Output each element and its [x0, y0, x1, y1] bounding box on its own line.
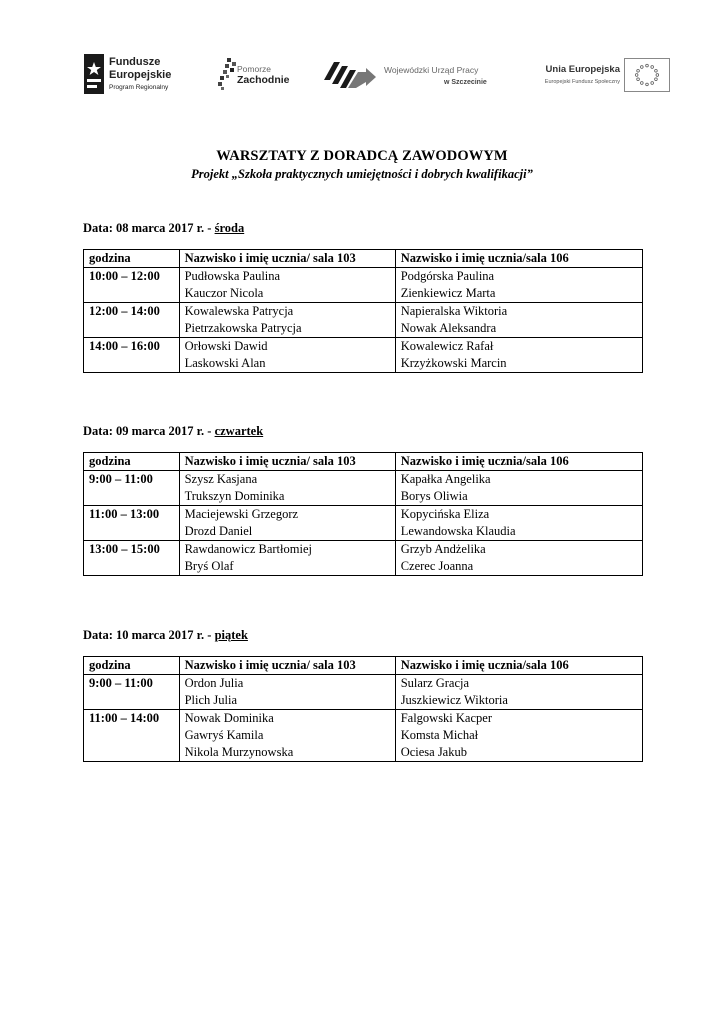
fundusze-europejskie-icon — [84, 54, 104, 94]
date-text: Data: 10 marca 2017 r. - — [83, 628, 215, 642]
schedule-table — [83, 656, 643, 762]
eu-flag-icon — [624, 58, 670, 92]
pomorze-zachodnie-icon — [217, 56, 239, 92]
student-name: Orłowski Dawid — [184, 339, 268, 353]
room-106-cell — [395, 471, 642, 506]
room-106-cell — [395, 506, 642, 541]
time-cell: 9:00 – 11:00 — [84, 471, 180, 506]
table-row — [84, 471, 643, 506]
student-name: Szysz Kasjana — [184, 472, 258, 486]
fundusze-europejskie-logo — [84, 52, 194, 98]
header-room-106: Nazwisko i imię ucznia/sala 106 — [395, 453, 642, 471]
time-cell: 10:00 – 12:00 — [84, 268, 180, 303]
day-section — [83, 219, 643, 373]
time-cell: 9:00 – 11:00 — [84, 675, 180, 710]
student-name: Juszkiewicz Wiktoria — [400, 693, 508, 707]
document-subtitle: Projekt „Szkoła praktycznych umiejętności i dobrych kwalifikacji” — [191, 167, 533, 181]
logo-text: Fundusze — [109, 56, 161, 68]
student-name: Pietrzakowska Patrycja — [184, 321, 302, 335]
student-name: Kowalewska Patrycja — [184, 304, 294, 318]
room-103-cell — [179, 675, 395, 710]
logo-text: Program Regionalny — [109, 84, 169, 91]
student-name: Maciejewski Grzegorz — [184, 507, 299, 521]
date-text: Data: 08 marca 2017 r. - — [83, 221, 215, 235]
logo-text: Pomorze — [237, 64, 272, 74]
student-name: Sularz Gracja — [400, 676, 470, 690]
header-room-103: Nazwisko i imię ucznia/ sala 103 — [179, 453, 395, 471]
student-name: Kowalewicz Rafał — [400, 339, 494, 353]
wup-logo — [322, 52, 502, 98]
room-106-cell — [395, 338, 642, 373]
room-103-cell — [179, 710, 395, 762]
table-row — [84, 338, 643, 373]
logo-text: Zachodnie — [237, 74, 290, 86]
header-room-103: Nazwisko i imię ucznia/ sala 103 — [179, 657, 395, 675]
student-name: Laskowski Alan — [184, 356, 266, 370]
header-time: godzina — [84, 453, 180, 471]
student-name: Kopycińska Eliza — [400, 507, 490, 521]
date-text: Data: 09 marca 2017 r. - — [83, 424, 215, 438]
room-103-cell — [179, 506, 395, 541]
table-row — [84, 710, 643, 762]
student-name: Zienkiewicz Marta — [400, 286, 496, 300]
student-name: Borys Oliwia — [400, 489, 468, 503]
logo-text: Wojewódzki Urząd Pracy — [384, 65, 479, 75]
student-name: Ordon Julia — [184, 676, 244, 690]
weekday: środa — [214, 221, 245, 235]
room-103-cell — [179, 471, 395, 506]
student-name: Falgowski Kacper — [400, 711, 492, 725]
room-103-cell — [179, 303, 395, 338]
table-row — [84, 506, 643, 541]
logo-text: w Szczecinie — [444, 79, 487, 86]
table-row — [84, 541, 643, 576]
header-room-106: Nazwisko i imię ucznia/sala 106 — [395, 657, 642, 675]
room-106-cell — [395, 303, 642, 338]
student-name: Kauczor Nicola — [184, 286, 264, 300]
room-106-cell — [395, 710, 642, 762]
table-header-row — [84, 250, 643, 268]
logo-text: Unia Europejska — [545, 64, 620, 75]
day-heading — [83, 626, 643, 644]
student-name: Nikola Murzynowska — [184, 745, 294, 759]
student-name: Plich Julia — [184, 693, 238, 707]
table-header-row — [84, 657, 643, 675]
student-name: Komsta Michał — [400, 728, 479, 742]
header-time: godzina — [84, 657, 180, 675]
day-heading — [83, 422, 643, 440]
student-name: Ociesa Jakub — [400, 745, 467, 759]
table-row — [84, 268, 643, 303]
document-title: WARSZTATY Z DORADCĄ ZAWODOWYM — [216, 148, 508, 164]
table-header-row — [84, 453, 643, 471]
unia-europejska-logo — [527, 52, 670, 98]
header-room-103: Nazwisko i imię ucznia/ sala 103 — [179, 250, 395, 268]
day-section — [83, 422, 643, 576]
weekday: piątek — [214, 628, 248, 642]
day-heading — [83, 219, 643, 237]
student-name: Napieralska Wiktoria — [400, 304, 508, 318]
time-cell: 11:00 – 14:00 — [84, 710, 180, 762]
header-time: godzina — [84, 250, 180, 268]
header-room-106: Nazwisko i imię ucznia/sala 106 — [395, 250, 642, 268]
room-106-cell — [395, 541, 642, 576]
logo-bar — [84, 52, 670, 98]
student-name: Grzyb Andżelika — [400, 542, 486, 556]
student-name: Gawryś Kamila — [184, 728, 264, 742]
student-name: Rawdanowicz Bartłomiej — [184, 542, 312, 556]
room-103-cell — [179, 541, 395, 576]
schedule-table — [83, 452, 643, 576]
room-103-cell — [179, 268, 395, 303]
weekday: czwartek — [214, 424, 264, 438]
table-row — [84, 675, 643, 710]
student-name: Nowak Aleksandra — [400, 321, 497, 335]
student-name: Bryś Olaf — [184, 559, 234, 573]
time-cell: 11:00 – 13:00 — [84, 506, 180, 541]
student-name: Trukszyn Dominika — [184, 489, 285, 503]
student-name: Drozd Daniel — [184, 524, 253, 538]
schedule-table — [83, 249, 643, 373]
student-name: Pudłowska Paulina — [184, 269, 281, 283]
table-row — [84, 303, 643, 338]
day-section — [83, 626, 643, 762]
student-name: Podgórska Paulina — [400, 269, 495, 283]
room-106-cell — [395, 675, 642, 710]
logo-text: Europejski Fundusz Społeczny — [544, 79, 620, 85]
wup-icon — [322, 58, 378, 92]
student-name: Lewandowska Klaudia — [400, 524, 516, 538]
time-cell: 14:00 – 16:00 — [84, 338, 180, 373]
student-name: Krzyżkowski Marcin — [400, 356, 507, 370]
student-name: Czerec Joanna — [400, 559, 474, 573]
room-106-cell — [395, 268, 642, 303]
pomorze-zachodnie-logo — [217, 52, 297, 98]
room-103-cell — [179, 338, 395, 373]
student-name: Kapałka Angelika — [400, 472, 491, 486]
logo-text: Europejskie — [109, 69, 172, 81]
time-cell: 13:00 – 15:00 — [84, 541, 180, 576]
student-name: Nowak Dominika — [184, 711, 274, 725]
time-cell: 12:00 – 14:00 — [84, 303, 180, 338]
